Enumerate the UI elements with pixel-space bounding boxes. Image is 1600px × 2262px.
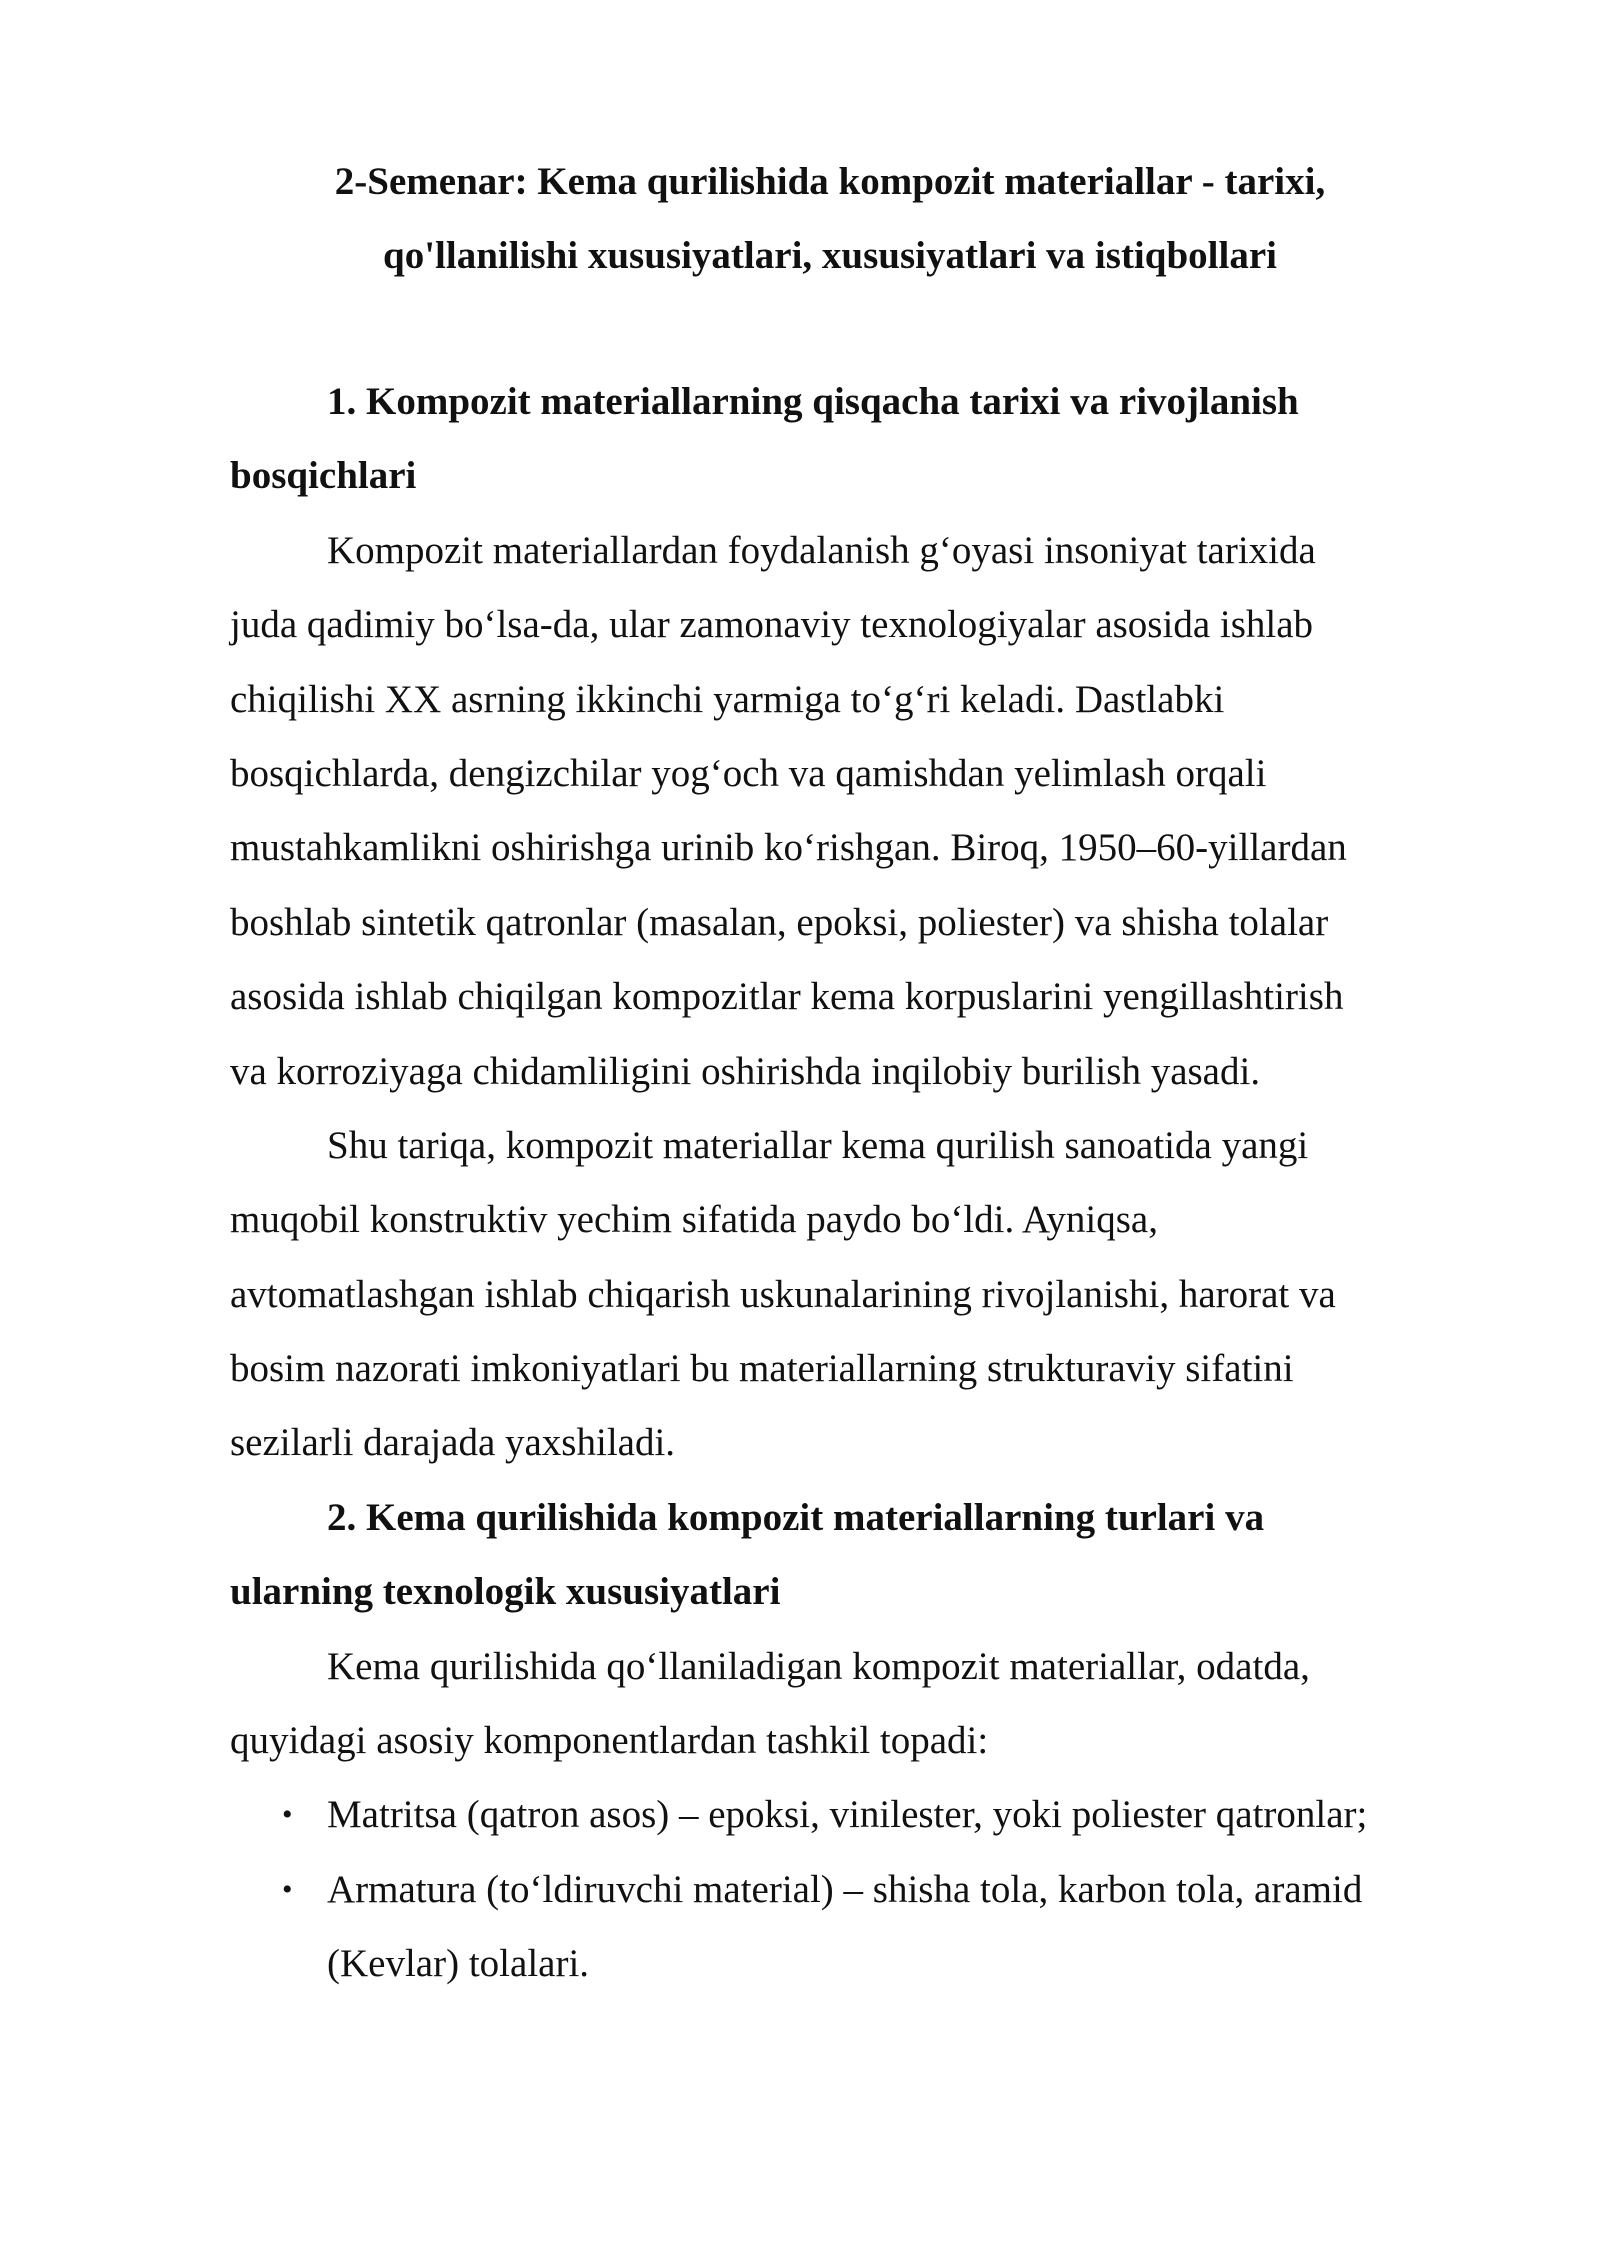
list-item-line bbox=[230, 1778, 1490, 1852]
list-item bbox=[230, 1778, 1490, 1852]
section-heading-line: 1. Kompozit materiallarning qisqacha tarixi va rivojlanish bbox=[327, 380, 1299, 423]
section-heading-line: 2. Kema qurilishida kompozit materiallarning turlari va bbox=[327, 1495, 1265, 1539]
paragraph-line: quyidagi asosiy komponentlardan tashkil topadi: bbox=[230, 1719, 989, 1763]
document-title bbox=[230, 145, 1430, 293]
paragraph-line: mustahkamlikni oshirishga urinib ko‘rishgan. Biroq, 1950–60-yillardan bbox=[230, 826, 1347, 870]
section-1-paragraph-2 bbox=[230, 1109, 1490, 1481]
paragraph-line: chiqilishi XX asrning ikkinchi yarmiga to‘g‘ri keladi. Dastlabki bbox=[230, 677, 1225, 721]
paragraph-line: juda qadimiy bo‘lsa-da, ular zamonaviy texnologiyalar asosida ishlab bbox=[230, 603, 1314, 647]
paragraph-line: Kema qurilishida qo‘llaniladigan kompozit materiallar, odatda, bbox=[327, 1644, 1310, 1688]
section-heading-line: ularning texnologik xususiyatlari bbox=[230, 1570, 781, 1614]
list-item-line: (Kevlar) tolalari. bbox=[327, 1942, 590, 1986]
paragraph-line: va korroziyaga chidamliligini oshirishda inqilobiy burilish yasadi. bbox=[230, 1049, 1261, 1093]
bullet-icon: • bbox=[282, 1798, 293, 1832]
section-heading-line: bosqichlari bbox=[230, 454, 417, 498]
list-item bbox=[230, 1853, 1490, 2002]
section-2-paragraph-1 bbox=[230, 1630, 1490, 1779]
paragraph-line: Kompozit materiallardan foydalanish g‘oyasi insoniyat tarixida bbox=[327, 528, 1316, 572]
list-item-line bbox=[230, 1853, 1490, 1927]
bullet-icon: • bbox=[282, 1872, 293, 1906]
paragraph-line: muqobil konstruktiv yechim sifatida paydo bo‘ldi. Ayniqsa, bbox=[230, 1198, 1158, 1242]
list-item-text: Matritsa (qatron asos) – epoksi, vinilester, yoki poliester qatronlar; bbox=[327, 1793, 1368, 1837]
paragraph-line: bosqichlarda, dengizchilar yog‘och va qamishdan yelimlash orqali bbox=[230, 751, 1267, 795]
section-2-heading bbox=[230, 1481, 1490, 1630]
paragraph-line: boshlab sintetik qatronlar (masalan, epoksi, poliester) va shisha tolalar bbox=[230, 900, 1329, 944]
section-1-paragraph-1 bbox=[230, 514, 1490, 1109]
title-line-1: 2-Semenar: Kema qurilishida kompozit materiallar - tarixi, bbox=[334, 160, 1326, 203]
section-1-heading bbox=[230, 365, 1490, 514]
paragraph-line: bosim nazorati imkoniyatlari bu materiallarning strukturaviy sifatini bbox=[230, 1347, 1294, 1391]
list-item-text: Armatura (to‘ldiruvchi material) – shisha tola, karbon tola, aramid bbox=[327, 1867, 1363, 1911]
paragraph-line: asosida ishlab chiqilgan kompozitlar kema korpuslarini yengillashtirish bbox=[230, 975, 1344, 1019]
title-line-2: qo'llanilishi xususiyatlari, xususiyatlari va istiqbollari bbox=[383, 234, 1277, 277]
component-bullet-list bbox=[230, 1778, 1490, 2001]
document-body bbox=[230, 365, 1490, 2002]
paragraph-line: Shu tariqa, kompozit materiallar kema qurilish sanoatida yangi bbox=[327, 1123, 1309, 1167]
paragraph-line: avtomatlashgan ishlab chiqarish uskunalarining rivojlanishi, harorat va bbox=[230, 1272, 1336, 1316]
paragraph-line: sezilarli darajada yaxshiladi. bbox=[230, 1421, 676, 1465]
